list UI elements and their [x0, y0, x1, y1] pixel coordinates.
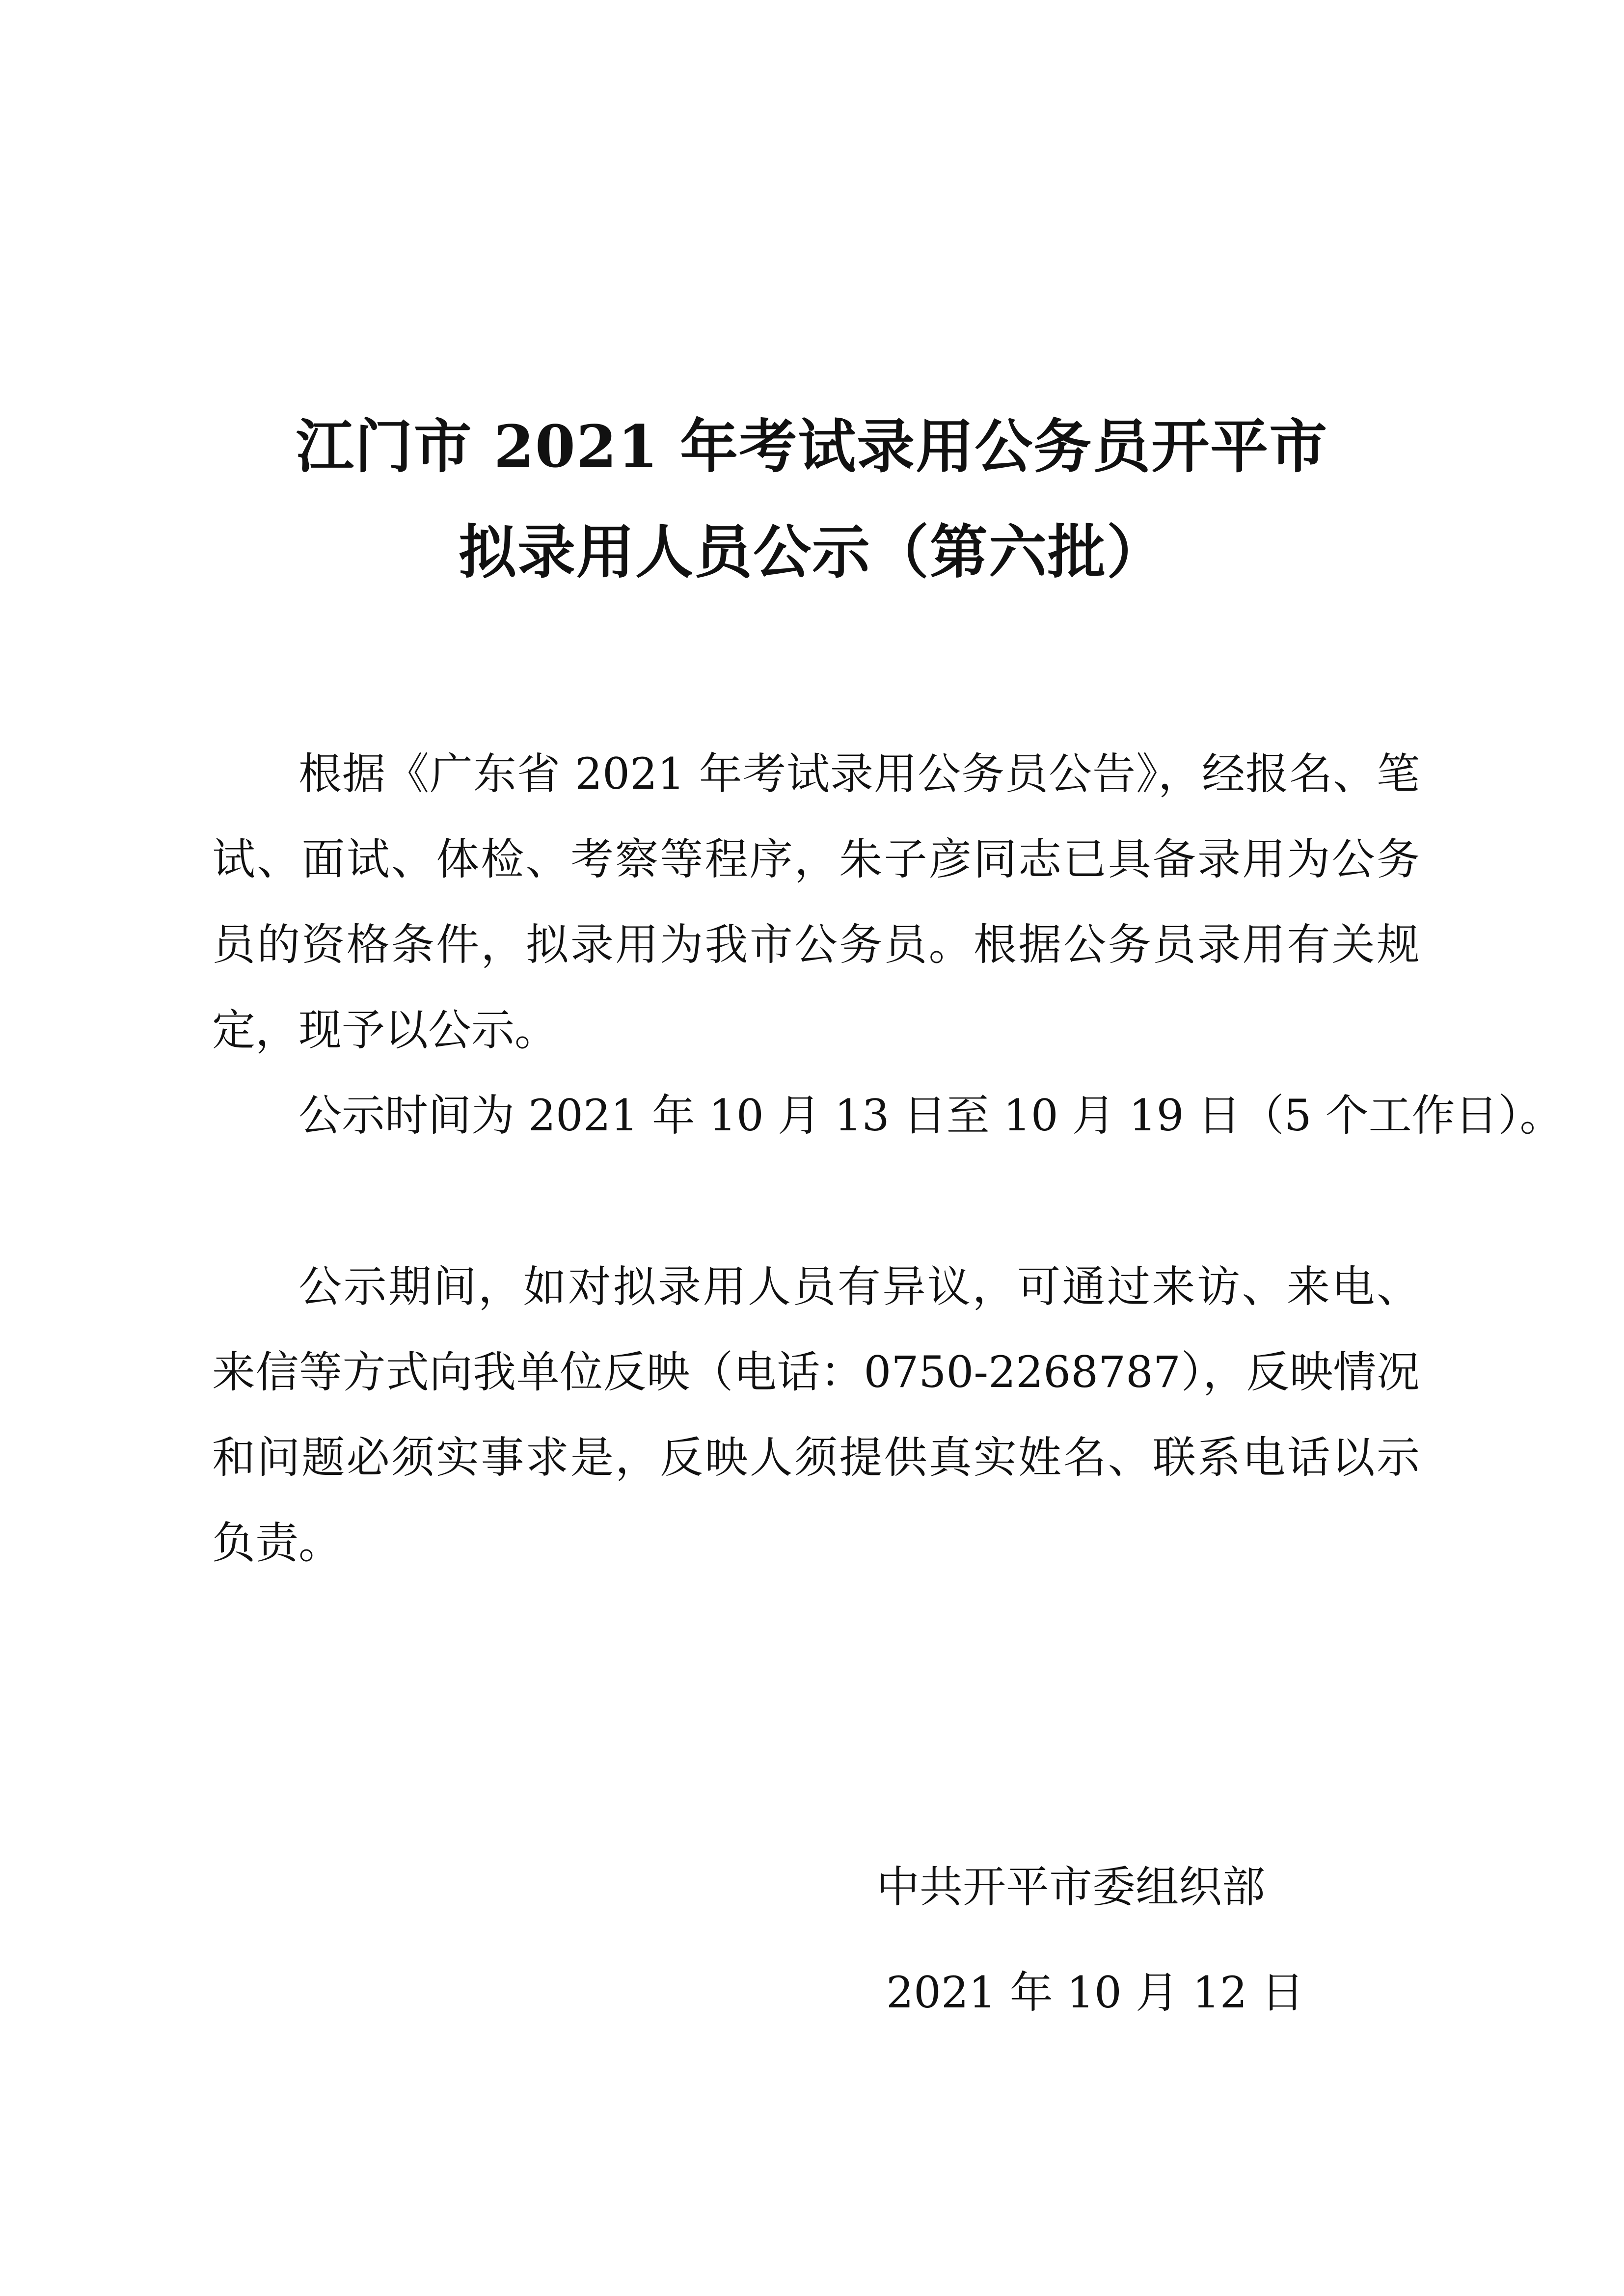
paragraph-publicity-period: 公示时间为 2021 年 10 月 13 日至 10 月 19 日（5 个工作日）。: [298, 1090, 1563, 1141]
document-title-line-2: 拟录用人员公示（第六批）: [458, 518, 1165, 586]
document-title-line-1: 江门市 2021 年考试录用公务员开平市: [296, 412, 1328, 481]
signature-date: 2021 年 10 月 12 日: [886, 1967, 1304, 2018]
paragraph-announcement: 根据《广东省 2021 年考试录用公务员公告》，经报名、笔试、面试、体检、考察等程序，朱子彦同志已具备录用为公务员的资格条件，拟录用为我市公务员。根据公务员录用有关规定，现予以公示。: [212, 748, 1420, 1055]
paragraph-objection-instructions: 公示期间，如对拟录用人员有异议，可通过来访、来电、来信等方式向我单位反映（电话：0750-2268787），反映情况和问题必须实事求是，反映人须提供真实姓名、联系电话以示负责。: [212, 1261, 1420, 1568]
signature-organization: 中共开平市委组织部: [876, 1862, 1266, 1912]
